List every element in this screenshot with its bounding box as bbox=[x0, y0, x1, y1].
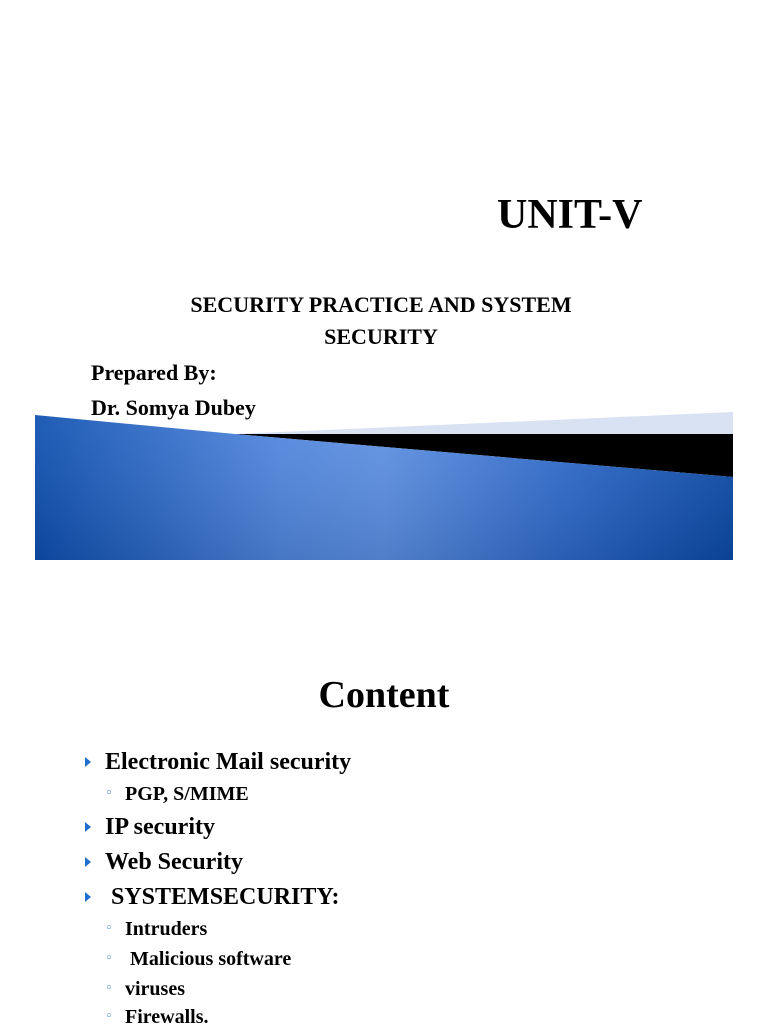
list-item: SYSTEMSECURITY: bbox=[105, 882, 340, 912]
list-item: ◦ Intruders bbox=[105, 918, 208, 940]
triangle-right-icon bbox=[85, 822, 91, 832]
banner-light-stripe bbox=[235, 412, 733, 434]
triangle-right-icon bbox=[85, 857, 91, 867]
hollow-circle-icon: ◦ bbox=[105, 951, 113, 966]
hollow-circle-icon: ◦ bbox=[105, 786, 113, 801]
hollow-circle-icon: ◦ bbox=[105, 1009, 113, 1024]
subtitle-line-2: SECURITY bbox=[324, 324, 438, 349]
list-item: ◦ Firewalls. bbox=[125, 1004, 209, 1024]
author-name: Dr. Somya Dubey bbox=[91, 395, 256, 420]
subtitle-line-1: SECURITY PRACTICE AND SYSTEM bbox=[190, 292, 572, 317]
list-item: ◦ Malicious software bbox=[105, 948, 292, 970]
list-item: Web Security bbox=[105, 847, 243, 877]
triangle-right-icon bbox=[85, 757, 91, 767]
list-item: ◦ PGP, S/MIME bbox=[105, 783, 249, 805]
list-item: Electronic Mail security bbox=[105, 747, 351, 777]
content-list bbox=[0, 600, 768, 1024]
slide-title: UNIT-V bbox=[497, 192, 643, 238]
list-item: ◦ viruses bbox=[105, 978, 185, 1000]
slide-subtitle bbox=[100, 289, 662, 353]
content-slide bbox=[0, 600, 768, 1024]
decorative-banner bbox=[35, 405, 733, 560]
hollow-circle-icon: ◦ bbox=[105, 921, 113, 936]
list-item: IP security bbox=[105, 812, 215, 842]
content-title: Content bbox=[318, 674, 450, 716]
prepared-by-label: Prepared By: bbox=[91, 360, 217, 385]
hollow-circle-icon: ◦ bbox=[105, 981, 113, 996]
triangle-right-icon bbox=[85, 892, 91, 902]
